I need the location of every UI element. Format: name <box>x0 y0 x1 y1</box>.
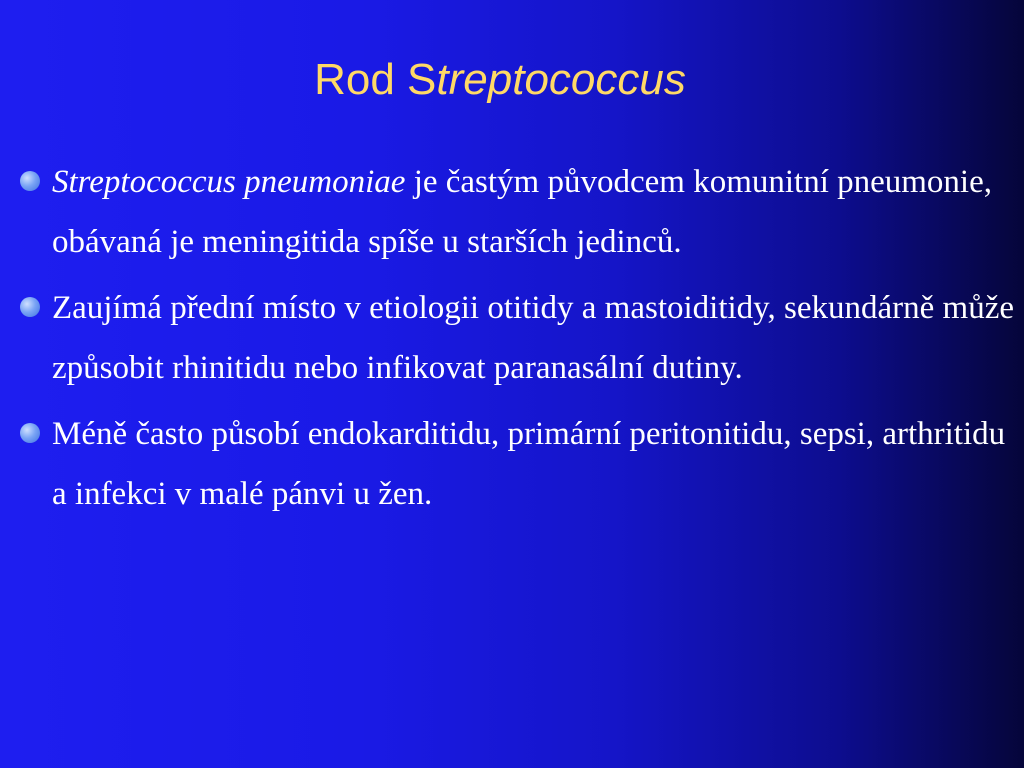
slide-title-italic: treptococcus <box>436 55 686 104</box>
bullet-item-3 <box>20 404 1020 524</box>
bullet-item-1 <box>20 152 1020 272</box>
bullet-dot-icon <box>20 423 40 443</box>
slide-title <box>0 56 1000 104</box>
bullet-dot-icon <box>20 171 40 191</box>
bullet-list <box>20 152 1020 530</box>
slide-title-regular: Rod S <box>314 55 437 104</box>
bullet-1-text: je častým původcem komunitní pneumonie, obávaná je meningitida spíše u starších jedinců. <box>52 164 992 260</box>
bullet-item-2 <box>20 278 1020 398</box>
bullet-1-italic-lead: Streptococcus pneumoniae <box>52 164 406 200</box>
bullet-3-text: Méně často působí endokarditidu, primární peritonitidu, sepsi, arthritidu a infekci v malé pánvi u žen. <box>52 416 1006 512</box>
bullet-dot-icon <box>20 297 40 317</box>
bullet-2-text: Zaujímá přední místo v etiologii otitidy a mastoiditidy, sekundárně může způsobit rhinitidu nebo infikovat paranasální dutiny. <box>52 290 1015 386</box>
